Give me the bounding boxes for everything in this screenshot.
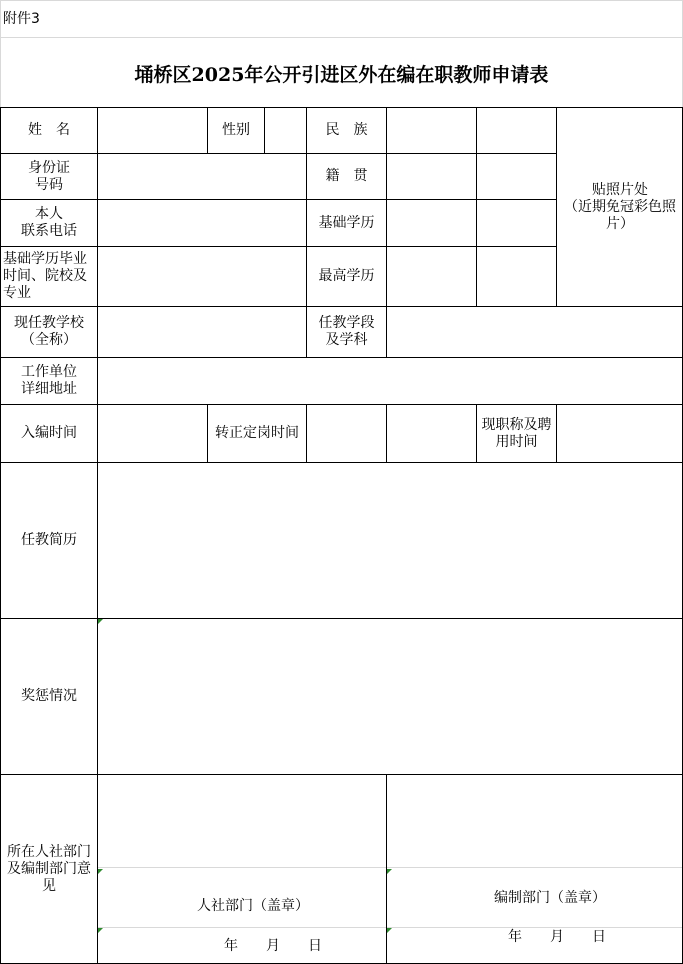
basic-education-label: 基础学历 (318, 214, 375, 231)
teaching-resume-field[interactable] (98, 463, 682, 618)
staffing-department-seal-label: 编制部门（盖章） (494, 889, 606, 906)
ethnicity-field[interactable] (387, 108, 476, 153)
work-address-field[interactable] (98, 358, 682, 404)
teaching-resume-label: 任教简历 (21, 532, 77, 548)
graduation-info-field[interactable] (98, 247, 306, 306)
hr-opinion-field[interactable] (98, 775, 386, 867)
gender-field[interactable] (265, 108, 306, 153)
gridline (98, 867, 682, 868)
highest-education-field[interactable] (387, 247, 476, 306)
cell-marker-icon (387, 869, 392, 874)
regularization-time-label: 转正定岗时间 (215, 425, 299, 441)
phone-field[interactable] (98, 200, 306, 246)
staffing-date-label: 年 月 日 (508, 928, 606, 945)
awards-field[interactable] (98, 619, 682, 774)
stage-subject-label: 任教学段 及学科 (318, 315, 375, 348)
stage-subject-field[interactable] (387, 307, 682, 357)
department-opinion-label: 所在人社部门及编制部门意见 (7, 843, 91, 894)
gridline (0, 37, 683, 38)
name-field[interactable] (98, 108, 207, 153)
gridline (0, 0, 683, 1)
origin-field[interactable] (387, 154, 476, 199)
hr-department-seal-label: 人社部门（盖章） (197, 897, 309, 914)
basic-education-field[interactable] (387, 200, 476, 246)
highest-education-label: 最高学历 (318, 268, 375, 284)
enrollment-time-label: 入编时间 (21, 425, 77, 441)
photo-placeholder: 贴照片处 （近期免冠彩色照片） (564, 181, 676, 232)
column-line (476, 107, 477, 307)
work-address-label: 工作单位 详细地址 (21, 364, 77, 397)
phone-label: 本人 联系电话 (21, 206, 77, 239)
origin-label: 籍 贯 (325, 168, 368, 184)
form-title: 埇桥区2025年公开引进区外在编在职教师申请表 (134, 63, 549, 86)
enrollment-time-field[interactable] (98, 405, 207, 462)
graduation-info-label: 基础学历毕业时间、院校及专业 (3, 251, 87, 301)
ethnicity-label: 民 族 (325, 122, 368, 138)
cell-marker-icon (98, 869, 103, 874)
attachment-label: 附件3 (3, 10, 40, 27)
name-label: 姓 名 (28, 122, 70, 138)
title-time-label: 现职称及聘用时间 (481, 416, 552, 450)
current-school-label: 现任教学校 （全称） (14, 315, 84, 348)
title-time-field[interactable] (557, 405, 682, 462)
awards-label: 奖惩情况 (21, 688, 77, 704)
hr-date-label: 年 月 日 (224, 937, 322, 954)
staffing-opinion-field[interactable] (387, 775, 682, 867)
regularization-time-field[interactable] (307, 405, 386, 462)
regularization-time-field-2[interactable] (387, 405, 476, 462)
column-line (556, 107, 557, 307)
id-number-field[interactable] (98, 154, 306, 199)
current-school-field[interactable] (98, 307, 306, 357)
id-number-label: 身份证 号码 (28, 159, 70, 193)
gender-label: 性别 (222, 122, 250, 138)
